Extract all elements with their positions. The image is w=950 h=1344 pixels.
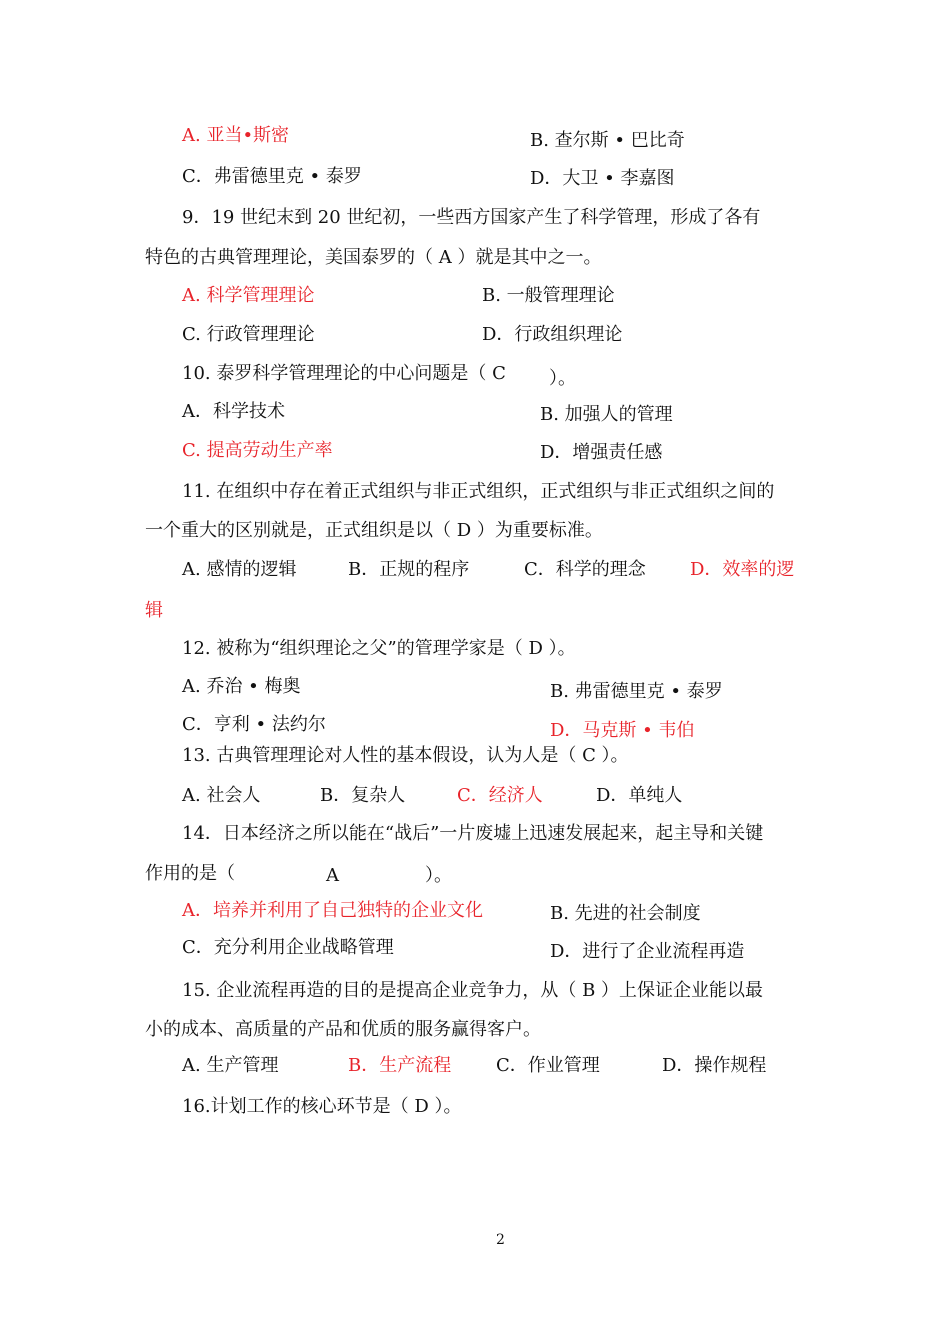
q13-option-a: A. 社会人 xyxy=(182,785,261,806)
q8-option-a: A. 亚当•斯密 xyxy=(182,125,290,146)
q15-stem-line2: 小的成本、高质量的产品和优质的服务赢得客户。 xyxy=(145,1019,541,1040)
q9-option-c: C. 行政管理理论 xyxy=(182,324,315,345)
q10-option-b: B. 加强人的管理 xyxy=(540,404,673,425)
q14-stem-line2-start: 作用的是（ xyxy=(145,863,235,884)
q14-option-d: D．进行了企业流程再造 xyxy=(550,941,745,962)
q11-stem-line2: 一个重大的区别就是，正式组织是以（ D ）为重要标准。 xyxy=(145,520,603,541)
q12-stem: 12. 被称为“组织理论之父”的管理学家是（ D ）。 xyxy=(182,638,576,659)
q12-option-b: B. 弗雷德里克 • 泰罗 xyxy=(550,681,723,702)
q9-option-d: D．行政组织理论 xyxy=(482,324,623,345)
q15-option-d: D．操作规程 xyxy=(662,1055,767,1076)
q12-option-c: C．亨利 • 法约尔 xyxy=(182,714,326,735)
q8-option-b: B. 查尔斯 • 巴比奇 xyxy=(530,130,685,151)
q14-option-b: B. 先进的社会制度 xyxy=(550,903,701,924)
q12-option-a: A. 乔治 • 梅奥 xyxy=(182,676,301,697)
q15-option-b: B．生产流程 xyxy=(348,1055,452,1076)
q13-stem: 13. 古典管理理论对人性的基本假设，认为人是（ C ）。 xyxy=(182,745,629,766)
q10-stem: 10. 泰罗科学管理理论的中心问题是（ C xyxy=(182,363,506,384)
q10-option-c: C. 提高劳动生产率 xyxy=(182,440,333,461)
q14-stem-line1: 14．日本经济之所以能在“战后”一片废墟上迅速发展起来，起主导和关键 xyxy=(182,823,764,844)
q9-stem-line2: 特色的古典管理理论，美国泰罗的（ A ）就是其中之一。 xyxy=(145,247,602,268)
q14-option-a: A．培养并利用了自己独特的企业文化 xyxy=(182,900,483,921)
q11-option-d: D．效率的逻 xyxy=(690,559,795,580)
q11-option-d-continued: 辑 xyxy=(145,600,163,621)
q13-option-d: D．单纯人 xyxy=(596,785,683,806)
q9-stem-line1: 9．19 世纪末到 20 世纪初，一些西方国家产生了科学管理，形成了各有 xyxy=(182,207,761,228)
page-number: 2 xyxy=(496,1232,505,1248)
q10-option-d: D．增强责任感 xyxy=(540,442,663,463)
q11-option-c: C．科学的理念 xyxy=(524,559,646,580)
q8-option-d: D．大卫 • 李嘉图 xyxy=(530,168,675,189)
q10-option-a: A．科学技术 xyxy=(182,401,285,422)
q14-stem-line2-end: ）。 xyxy=(425,865,452,886)
q13-option-b: B．复杂人 xyxy=(320,785,406,806)
q13-option-c: C．经济人 xyxy=(457,785,543,806)
q12-option-d: D．马克斯 • 韦伯 xyxy=(550,720,695,741)
q15-option-a: A. 生产管理 xyxy=(182,1055,279,1076)
q15-stem-line1: 15. 企业流程再造的目的是提高企业竞争力，从（ B ）上保证企业能以最 xyxy=(182,980,764,1001)
q15-option-c: C．作业管理 xyxy=(496,1055,600,1076)
q9-option-a: A. 科学管理理论 xyxy=(182,285,315,306)
q11-option-a: A. 感情的逻辑 xyxy=(182,559,297,580)
q14-answer: A xyxy=(326,865,339,886)
q11-option-b: B．正规的程序 xyxy=(348,559,470,580)
q8-option-c: C．弗雷德里克 • 泰罗 xyxy=(182,166,362,187)
q16-stem: 16.计划工作的核心环节是（ D ）。 xyxy=(182,1096,462,1117)
q11-stem-line1: 11. 在组织中存在着正式组织与非正式组织，正式组织与非正式组织之间的 xyxy=(182,481,775,502)
q10-stem-tail: ）。 xyxy=(549,368,576,389)
q9-option-b: B. 一般管理理论 xyxy=(482,285,615,306)
q14-option-c: C．充分利用企业战略管理 xyxy=(182,937,394,958)
